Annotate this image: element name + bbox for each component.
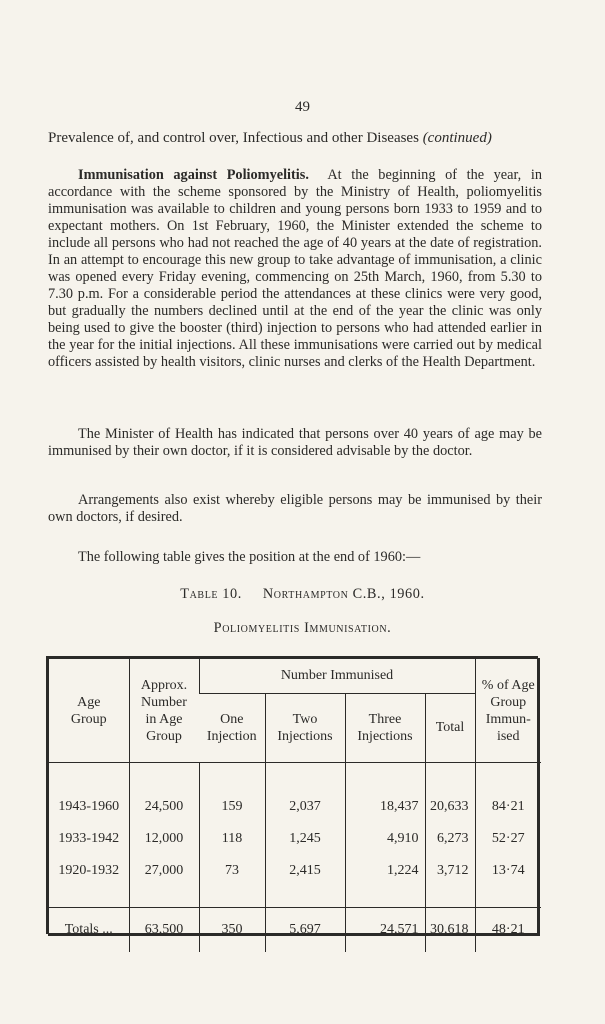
cell-three: 4,910 <box>345 823 425 855</box>
table-spacer <box>49 763 541 792</box>
cell-three: 18,437 <box>345 791 425 823</box>
header-number-immunised: Number Immunised <box>199 659 475 694</box>
cell-age: 1943-1960 <box>58 799 120 814</box>
table-title: Poliomyelitis Immunisation. <box>213 620 392 636</box>
table-caption-label: Table 10. <box>180 586 242 602</box>
header-age-group: Age Group <box>70 694 107 727</box>
cell-totals-two: 5,697 <box>265 908 345 953</box>
table-spacer <box>49 887 541 908</box>
cell-percent: 52·27 <box>475 823 541 855</box>
header-total: Total <box>425 694 475 763</box>
section-heading <box>48 130 560 147</box>
cell-one: 73 <box>199 855 265 887</box>
cell-totals-three: 24,571 <box>345 908 425 953</box>
cell-one: 118 <box>199 823 265 855</box>
paragraph-minister: The Minister of Health has indicated that persons over 40 years of age may be immunised by their own doctor, if it is considered advisable by the doctor. <box>48 426 542 459</box>
table-row <box>49 791 541 823</box>
page-number: 49 <box>295 99 310 115</box>
paragraph-arrangements: Arrangements also exist whereby eligible persons may be immunised by their own doctors, if desired. <box>48 492 542 525</box>
cell-total: 3,712 <box>425 855 475 887</box>
section-heading-continued: (continued) <box>422 130 492 146</box>
header-percent-immunised: % of Age Group Immun- ised <box>475 659 541 763</box>
cell-age: 1920-1932 <box>58 863 120 878</box>
totals-row <box>49 908 541 953</box>
cell-total: 20,633 <box>425 791 475 823</box>
paragraph-table-intro: The following table gives the position at the end of 1960:— <box>78 549 421 565</box>
paragraph-immunisation <box>48 167 542 371</box>
cell-percent: 13·74 <box>475 855 541 887</box>
cell-three: 1,224 <box>345 855 425 887</box>
cell-approx: 12,000 <box>129 823 199 855</box>
immunisation-table <box>46 656 538 937</box>
header-three-injections: Three Injections <box>345 694 425 763</box>
cell-totals-one: 350 <box>199 908 265 953</box>
cell-totals-label: Totals ... <box>49 908 129 953</box>
cell-two: 1,245 <box>265 823 345 855</box>
cell-one: 159 <box>199 791 265 823</box>
cell-totals-percent: 48·21 <box>475 908 541 953</box>
header-two-injections: Two Injections <box>265 694 345 763</box>
paragraph-heading-poliomyelitis: Immunisation against Poliomyelitis. <box>78 167 309 183</box>
table-row <box>49 855 541 887</box>
cell-approx: 27,000 <box>129 855 199 887</box>
paragraph-immunisation-text: At the beginning of the year, in accordance with the scheme sponsored by the Ministry of Health, poliomyelitis immunisation was available to children and young persons born 1933 to 1959 and to expectant mothers. On 1st February, 1960, the Minister extended the scheme to include all persons who had not reached the age of 40 years at the date of registration. In an attempt to encourage this new group to take advantage of immunisation, a clinic was opened every Friday evening, commencing on 25th March, 1960, from 5.30 to 7.30 p.m. For a considerable period the attendances at these clinics were very good, but gradually the numbers declined until at the end of the year the clinic was only being used to give the booster (third) injection to persons who had attended earlier in the year for the initial injections. All these immunisations were carried out by medical officers assisted by health visitors, clinic nurses and clerks of the Health Department. <box>48 167 542 370</box>
cell-totals-total: 30,618 <box>425 908 475 953</box>
cell-two: 2,037 <box>265 791 345 823</box>
cell-two: 2,415 <box>265 855 345 887</box>
section-heading-main: Prevalence of, and control over, Infectious and other Diseases <box>48 130 423 146</box>
cell-approx: 24,500 <box>129 791 199 823</box>
header-one-injection: One Injection <box>199 694 265 763</box>
table-caption-place: Northampton C.B., 1960. <box>262 586 425 602</box>
table-caption <box>0 586 605 603</box>
header-approx-number: Approx. Number in Age Group <box>129 659 199 763</box>
table-row <box>49 823 541 855</box>
cell-percent: 84·21 <box>475 791 541 823</box>
cell-age: 1933-1942 <box>58 831 120 846</box>
cell-totals-approx: 63,500 <box>129 908 199 953</box>
cell-total: 6,273 <box>425 823 475 855</box>
